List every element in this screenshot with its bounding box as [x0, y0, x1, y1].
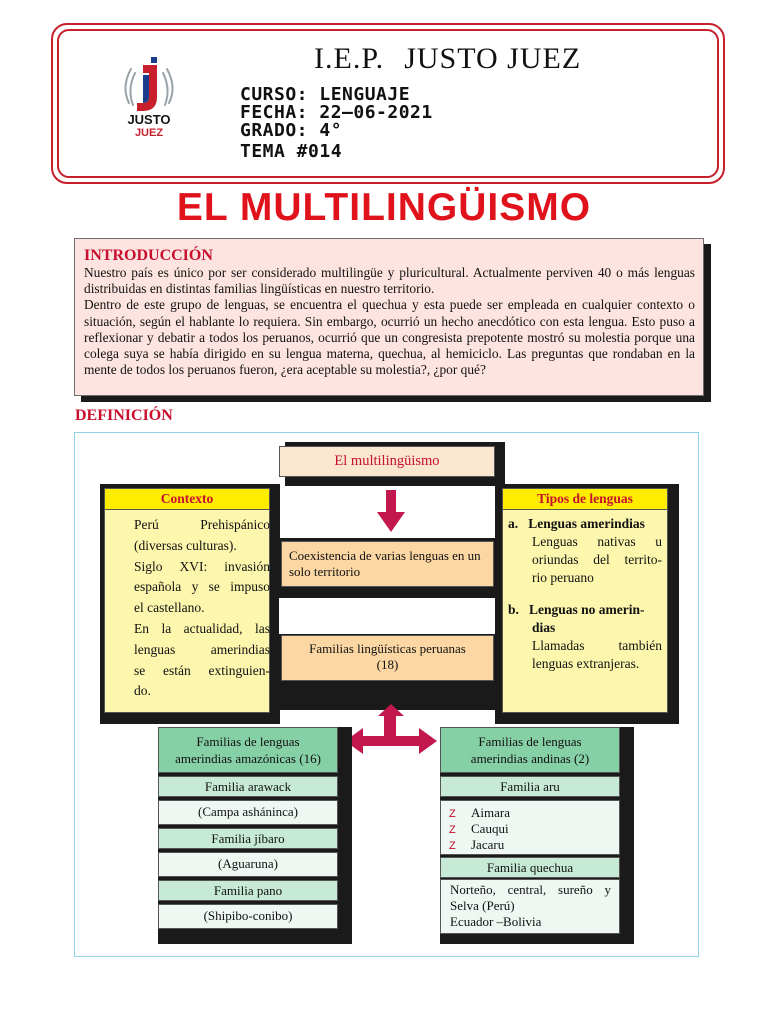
amazonicas-heading-2: amerindias amazónicas (16) — [175, 751, 321, 766]
arrow-down-icon — [376, 490, 406, 534]
page-title: EL MULTILINGÜISMO — [176, 186, 592, 229]
tipo-a-desc — [510, 533, 662, 587]
familia-aru: Familia aru — [440, 776, 620, 797]
intro-paragraph-2: Dentro de este grupo de lenguas, se encuentra el quechua y esta puede ser empleada en cualquier contexto o situación, según el hablante lo requiera. Sin embargo, ocurrió un hecho anecdótico con esta lengua. Esto puso a reflexionar y debatir a todos los peruanos, ocurrió que un congresista prepotente mostró su molestia porque una colega suya se había dirigido en su lengua materna, quechua, al hemiciclo. Las preguntas que rondaban en la mente de todos los peruanos fueron, ¿era aceptable su molestia?, ¿por qué? — [84, 297, 695, 378]
contexto-line: lenguas amerindias — [134, 641, 270, 657]
tipo-a-line: rio peruano — [532, 570, 594, 585]
z-bullet-icon: Z — [449, 808, 456, 820]
z-bullet-icon: Z — [449, 824, 456, 836]
contexto-line: (diversas culturas). — [134, 537, 237, 553]
school-prefix: I.E.P. — [314, 42, 385, 75]
aru-lengua-item — [449, 837, 504, 854]
intro-box — [74, 238, 704, 396]
curso-line: CURSO: LENGUAJE — [240, 84, 411, 105]
contexto-heading: Contexto — [104, 488, 270, 510]
amazonicas-heading — [158, 727, 338, 773]
logo-text-justo: JUSTO — [127, 112, 171, 127]
fecha-line: FECHA: 22–06-2021 — [240, 102, 433, 123]
contexto-line: En la actualidad, las — [134, 620, 270, 636]
tipo-b-title-1: Lenguas no amerin- — [529, 602, 645, 617]
familia-jibaro: Familia jíbaro — [158, 828, 338, 849]
grado-line: GRADO: 4° — [240, 120, 343, 141]
tipo-b-title-row — [508, 601, 662, 619]
familias-peruanas-label: Familias lingüísticas peruanas — [309, 641, 466, 656]
quechua-line: Norteño, central, sureño y — [450, 882, 611, 897]
contexto-line: Siglo XVI: invasión — [134, 558, 270, 574]
contexto-line: se están extinguien- — [134, 662, 270, 678]
familia-quechua-lenguas — [440, 879, 620, 934]
school-name-text: JUSTO JUEZ — [404, 42, 582, 75]
tipo-a-line: Lenguas nativas u — [532, 534, 662, 549]
contexto-body — [110, 515, 270, 702]
aru-lengua-item — [449, 805, 510, 822]
andinas-heading-2: amerindias andinas (2) — [470, 751, 590, 766]
intro-heading: INTRODUCCIÓN — [84, 247, 213, 264]
tipo-b-marker: b. — [508, 602, 519, 617]
tipo-a-marker: a. — [508, 516, 519, 531]
familia-pano: Familia pano — [158, 880, 338, 901]
tipo-b-line: lenguas extranjeras. — [532, 656, 640, 671]
logo-text-juez: JUEZ — [134, 127, 164, 139]
tipos-heading: Tipos de lenguas — [502, 488, 668, 510]
definicion-label: DEFINICIÓN — [75, 407, 173, 424]
tipo-b-title-2: dias — [532, 620, 556, 635]
aru-lengua-name: Aimara — [471, 805, 510, 820]
contexto-line: Perú Prehispánico — [134, 517, 270, 532]
aru-lengua-name: Jacaru — [471, 837, 505, 852]
center-gap — [279, 598, 495, 634]
contexto-line: española y se impuso — [134, 579, 270, 595]
familia-jibaro-lenguas: (Aguaruna) — [158, 852, 338, 877]
quechua-line: Ecuador –Bolivia — [450, 914, 542, 929]
tipo-a-title: Lenguas amerindias — [528, 516, 645, 531]
andinas-heading — [440, 727, 620, 773]
contexto-line: el castellano. — [134, 600, 205, 616]
tipo-b-line: Llamadas también — [532, 638, 662, 653]
andinas-heading-1: Familias de lenguas — [478, 734, 582, 749]
familias-peruanas-count: (18) — [376, 657, 399, 672]
tipo-b-desc — [510, 637, 662, 673]
split-arrow-icon — [345, 704, 437, 764]
aru-lengua-item — [449, 821, 509, 838]
familia-pano-lenguas: (Shipibo-conibo) — [158, 904, 338, 929]
familia-quechua: Familia quechua — [440, 857, 620, 878]
z-bullet-icon: Z — [449, 840, 456, 852]
familia-arawack-lenguas: (Campa asháninca) — [158, 800, 338, 825]
familias-peruanas-box — [281, 635, 494, 681]
aru-lengua-name: Cauqui — [471, 821, 509, 836]
tipos-body — [510, 515, 662, 673]
tema-line: TEMA #014 — [240, 141, 343, 162]
amazonicas-heading-1: Familias de lenguas — [196, 734, 300, 749]
school-name — [314, 42, 581, 76]
contexto-line: do. — [134, 683, 151, 699]
tipo-a-title-row — [508, 515, 662, 533]
quechua-line: Selva (Perú) — [450, 898, 515, 913]
intro-paragraph-1: Nuestro país es único por ser considerado multilingüe y pluricultural. Actualmente perviven 40 o más lenguas distribuidas en distintas familias lingüísticas en nuestro territorio. — [84, 265, 695, 297]
coexistencia-box: Coexistencia de varias lenguas en un solo territorio — [281, 541, 494, 587]
familia-arawack: Familia arawack — [158, 776, 338, 797]
diagram-main-title: El multilingüismo — [279, 446, 495, 477]
tipo-a-line: oriundas del territo- — [532, 552, 662, 567]
